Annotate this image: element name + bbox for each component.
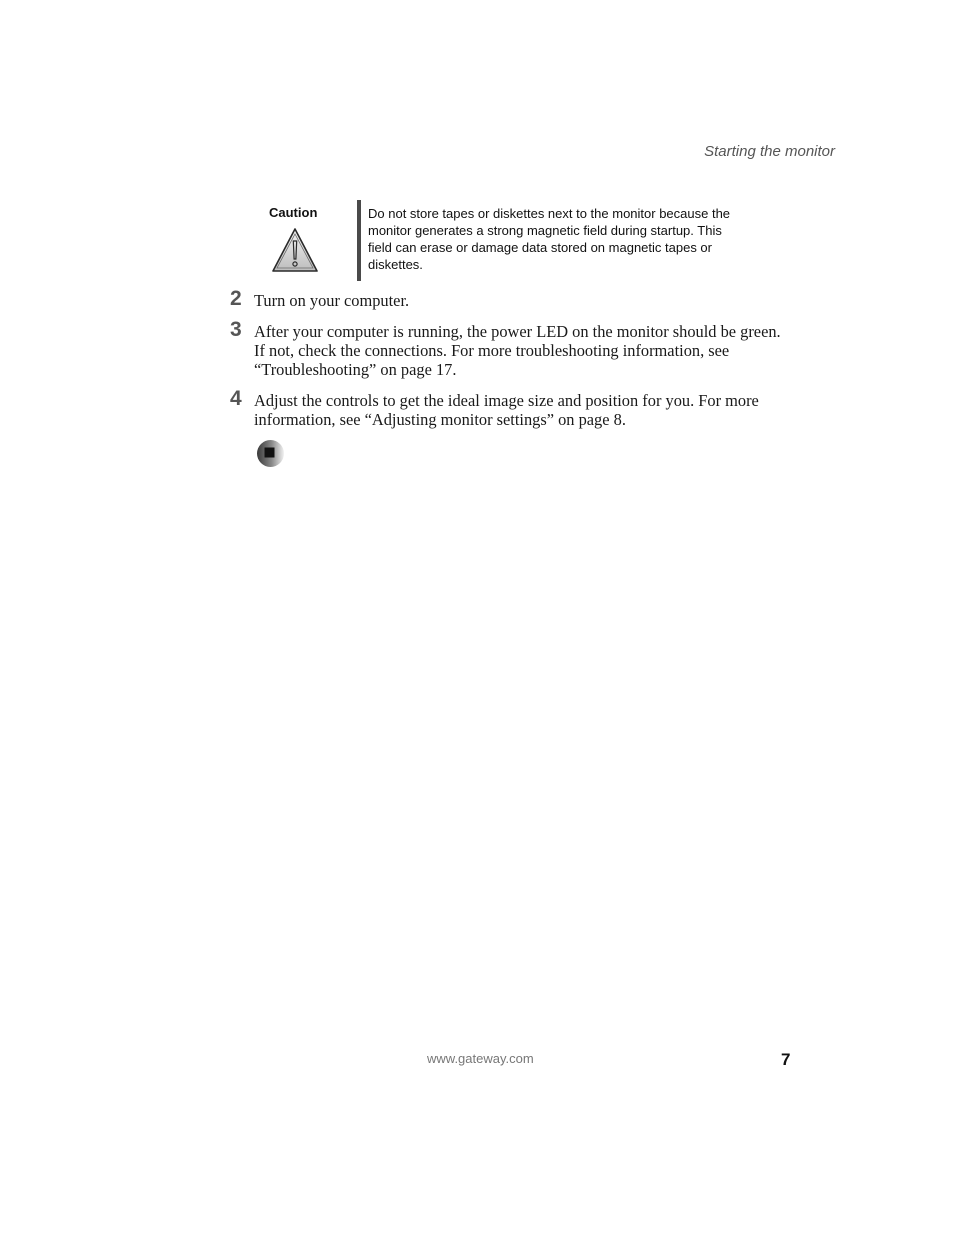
step-text: Turn on your computer. — [254, 291, 410, 310]
step-number: 2 — [230, 287, 242, 310]
running-head-title: Starting the monitor — [704, 143, 835, 160]
caution-label: Caution — [269, 205, 318, 220]
caution-callout — [262, 200, 742, 281]
page-number: 7 — [781, 1050, 791, 1069]
caution-text: Do not store tapes or diskettes next to the monitor because the monitor generates a strong magnetic field during startup. This field can erase or damage data stored on magnetic tapes or diskettes. — [368, 206, 731, 272]
step-number: 4 — [230, 387, 242, 410]
caution-divider — [357, 200, 361, 281]
warning-triangle-icon — [271, 227, 319, 273]
stop-square-icon — [256, 439, 285, 468]
step-number: 3 — [230, 318, 242, 341]
step-text: After your computer is running, the power LED on the monitor should be green. If not, check the connections. For more troubleshooting information, see “Troubleshooting” on page 17. — [254, 322, 781, 379]
footer-website-url: www.gateway.com — [427, 1051, 534, 1066]
step-text: Adjust the controls to get the ideal image size and position for you. For more information, see “Adjusting monitor settings” on page 8. — [254, 391, 759, 429]
